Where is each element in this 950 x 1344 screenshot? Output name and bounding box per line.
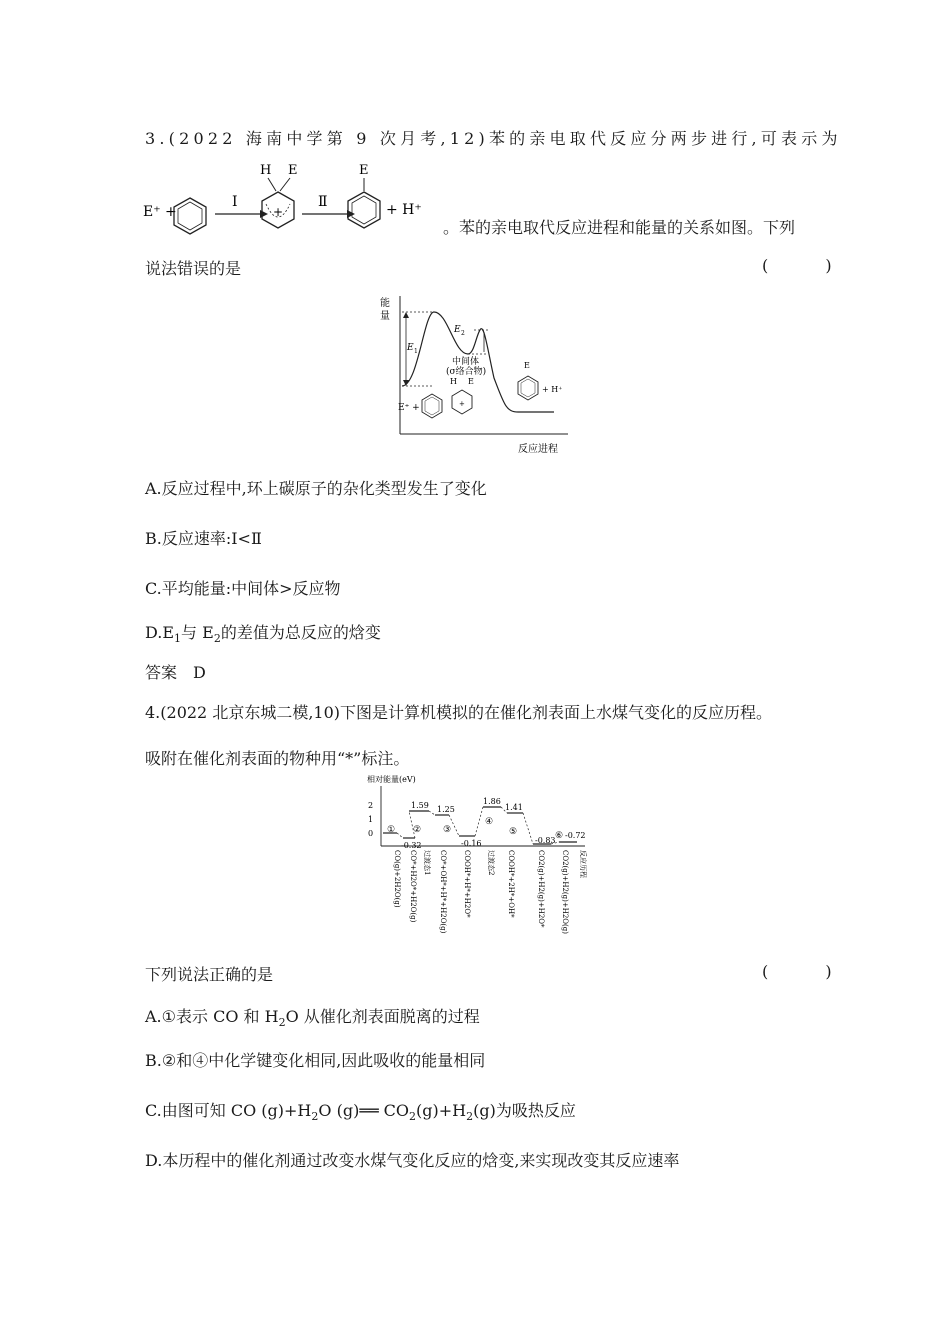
fig-e1: E xyxy=(407,343,414,353)
q4-stem-line2: 吸附在催化剂表面的物种用“*”标注。 xyxy=(145,749,410,768)
eq-reactant-e: E⁺ + xyxy=(143,204,177,220)
q3-energy-diagram xyxy=(378,292,574,460)
ytick: 1 xyxy=(368,815,374,824)
q4-option-b[interactable]: B.②和④中化学键变化相同,因此吸收的能量相同 xyxy=(145,1051,486,1070)
ytick: 2 xyxy=(368,801,374,810)
fig-xlabel: 反应进程 xyxy=(518,444,558,455)
ytick: 0 xyxy=(368,829,374,838)
eq-inter-e: E xyxy=(288,163,298,178)
fig4-ylabel: 相对能量(eV) xyxy=(367,775,416,784)
q4-option-d[interactable]: D.本历程中的催化剂通过改变水煤气变化反应的焓变,来实现改变其反应速率 xyxy=(145,1151,680,1170)
eq-inter-h: H xyxy=(260,163,272,178)
xlabel: COOH*+H*+H2O* xyxy=(463,850,471,918)
fig-ylabel-1: 能 xyxy=(380,298,390,309)
fig-e2-sub: 2 xyxy=(461,330,465,337)
val-label: -0.72 xyxy=(565,831,586,840)
xlabel: CO*+OH*+H*+H2O(g) xyxy=(439,850,447,934)
step-label: ⑥ xyxy=(555,831,564,841)
eq-product-h: + H⁺ xyxy=(386,202,422,218)
val-label: 1.41 xyxy=(505,803,523,812)
val-label: 1.59 xyxy=(411,801,429,810)
q3-stem-line2: 说法错误的是 xyxy=(145,259,242,278)
q4-stem-line1: 4.(2022 北京东城二模,10)下图是计算机模拟的在催化剂表面上水煤气变化的反应历程。 xyxy=(145,703,773,722)
val-label: -0.83 xyxy=(535,836,556,845)
q4-question-line: 下列说法正确的是 xyxy=(145,965,274,984)
q3-stem-tail: 。苯的亲电取代反应进程和能量的关系如图。下列 xyxy=(443,218,796,237)
fig4-xaxis-label: 反应历程 xyxy=(579,850,587,878)
fig-inter-e: E xyxy=(468,377,474,386)
eq-product-e: E xyxy=(359,163,369,178)
step-label: ④ xyxy=(485,817,494,827)
xlabel: CO2(g)+H2(g)+H2O(g) xyxy=(561,850,569,934)
val-label: -0.16 xyxy=(461,839,482,848)
q3-reaction-equation xyxy=(140,158,440,238)
eq-step2: Ⅱ xyxy=(318,194,328,210)
fig-product-e: E xyxy=(524,361,530,370)
q4-answer-paren: ( ) xyxy=(762,962,858,981)
benzene-icon xyxy=(174,198,206,234)
eq-step1: Ⅰ xyxy=(232,194,238,210)
step-label: ② xyxy=(413,825,422,835)
substituted-benzene-icon xyxy=(348,192,380,228)
q3-answer: 答案 D xyxy=(145,663,206,682)
val-label: -0.32 xyxy=(401,841,422,850)
q4-option-c[interactable]: C.由图可知 CO $(g)+H_2O$ (g)══ $CO_2(g)+H_2(g)$为吸热反应 xyxy=(145,1101,576,1123)
fig-intermediate-label: 中间体 xyxy=(452,357,480,367)
fig-reactant: E⁺ + xyxy=(398,403,420,413)
eq-plus: + xyxy=(273,205,284,219)
xlabel: CO(g)+2H2O(g) xyxy=(393,850,401,908)
xlabel: CO*+H2O*+H2O(g) xyxy=(409,850,417,923)
q4-energy-profile xyxy=(355,772,600,940)
fig-product-h: + H⁺ xyxy=(542,385,563,394)
fig-e2: E xyxy=(454,325,461,335)
step-label: ① xyxy=(387,825,396,835)
step-label: ⑤ xyxy=(509,827,518,837)
q3-answer-paren: ( ) xyxy=(762,256,858,275)
svg-text:+: + xyxy=(459,400,465,408)
q3-option-b[interactable]: B.反应速率:Ⅰ<Ⅱ xyxy=(145,529,262,548)
step-label: ③ xyxy=(443,825,452,835)
xlabel: COOH*+2H*+OH* xyxy=(507,850,515,918)
fig-inter-h: H xyxy=(450,377,457,386)
q3-option-a[interactable]: A.反应过程中,环上碳原子的杂化类型发生了变化 xyxy=(145,479,487,498)
q3-stem-line1: 3.(2022 海南中学第 9 次月考,12)苯的亲电取代反应分两步进行,可表示为 xyxy=(145,129,842,148)
val-label: 1.25 xyxy=(437,805,455,814)
fig-sigma-label: (σ络合物) xyxy=(446,367,487,377)
fig-e1-sub: 1 xyxy=(414,348,418,355)
xlabel: 过渡态1 xyxy=(423,850,431,876)
q3-option-d[interactable]: $D.E_1$与 $E_2$的差值为总反应的焓变 xyxy=(145,623,381,645)
val-label: 1.86 xyxy=(483,797,501,806)
q3-option-c[interactable]: C.平均能量:中间体>反应物 xyxy=(145,579,341,598)
fig4-yticks xyxy=(368,801,373,838)
xlabel: 过渡态2 xyxy=(487,850,495,876)
q4-option-a[interactable]: A.①表示 CO 和 $H_2O$ 从催化剂表面脱离的过程 xyxy=(145,1007,480,1029)
fig-ylabel-2: 量 xyxy=(380,311,390,322)
xlabel: CO2(g)+H2(g)+H2O* xyxy=(537,850,545,928)
